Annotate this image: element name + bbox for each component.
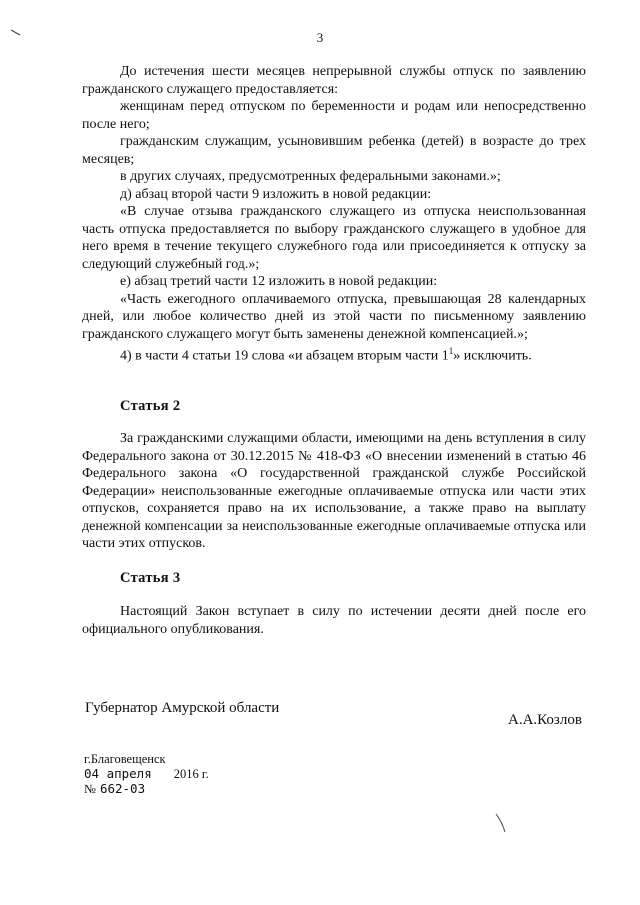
- number-label: №: [84, 782, 96, 796]
- paragraph-item-4: [82, 343, 586, 365]
- signatory-name: А.А.Козлов: [508, 712, 582, 728]
- date-year: 2016 г.: [173, 767, 209, 781]
- paragraph: женщинам перед отпуском по беременности и родам или непосредственно после него;: [82, 99, 586, 132]
- article-2-text: За гражданскими служащими области, имеющими на день вступления в силу Федерального закона от 30.12.2015 № 418-ФЗ «О внесении изменений в статью 46 Федерального закона «О государственной гражданской службе Российской Федерации» неиспользованные ежегодные оплачиваемые отпуска или части этих отпусков, сохраняется право на их использование, а также право на выплату денежной компенсации за неиспользованные ежегодные оплачиваемые отпуска или части этих отпусков.: [82, 431, 586, 551]
- superscript: 1: [448, 346, 454, 356]
- article-3-text: Настоящий Закон вступает в силу по истечении десяти дней после его официального опубликования.: [82, 604, 586, 637]
- city: г.Благовещенск: [84, 752, 166, 766]
- paragraph: е) абзац третий части 12 изложить в новой редакции:: [120, 274, 438, 289]
- signatory-title: Губернатор Амурской области: [85, 700, 280, 716]
- article-2-body: [82, 430, 586, 553]
- paragraph: гражданским служащим, усыновившим ребенка (детей) в возрасте до трех месяцев;: [82, 134, 586, 167]
- law-number: [84, 781, 145, 797]
- article-3-heading: Статья 3: [120, 570, 181, 586]
- item-4-text: 4) в части 4 статьи 19 слова «и абзацем вторым части 1: [120, 348, 449, 364]
- date-day: 04 апреля: [84, 766, 152, 781]
- scan-mark-bottom: [494, 812, 508, 834]
- article-3-body: [82, 603, 586, 638]
- paragraph: «Часть ежегодного оплачиваемого отпуска, превышающая 28 календарных дней, или любое количество дней из этой части по письменному заявлению гражданского служащего могут быть заменены денежной компенсацией.»;: [82, 291, 586, 342]
- paragraph: в других случаях, предусмотренных федеральными законами.»;: [120, 169, 501, 184]
- page-number: 3: [316, 30, 324, 45]
- date-line: [84, 766, 209, 782]
- article-2-heading: Статья 2: [120, 398, 181, 414]
- paragraph: До истечения шести месяцев непрерывной службы отпуск по заявлению гражданского служащего предоставляется:: [82, 64, 586, 97]
- number-value: 662-03: [99, 781, 146, 796]
- item-4-suffix: » исключить.: [453, 348, 532, 364]
- paragraph: «В случае отзыва гражданского служащего из отпуска неиспользованная часть отпуска предоставляется по выбору гражданского служащего в удобное для него время в течение текущего служебного года или присоединяется к отпуску за следующий служебный год.»;: [82, 204, 586, 272]
- amendments-section: [82, 63, 586, 365]
- paragraph: д) абзац второй части 9 изложить в новой редакции:: [120, 186, 432, 202]
